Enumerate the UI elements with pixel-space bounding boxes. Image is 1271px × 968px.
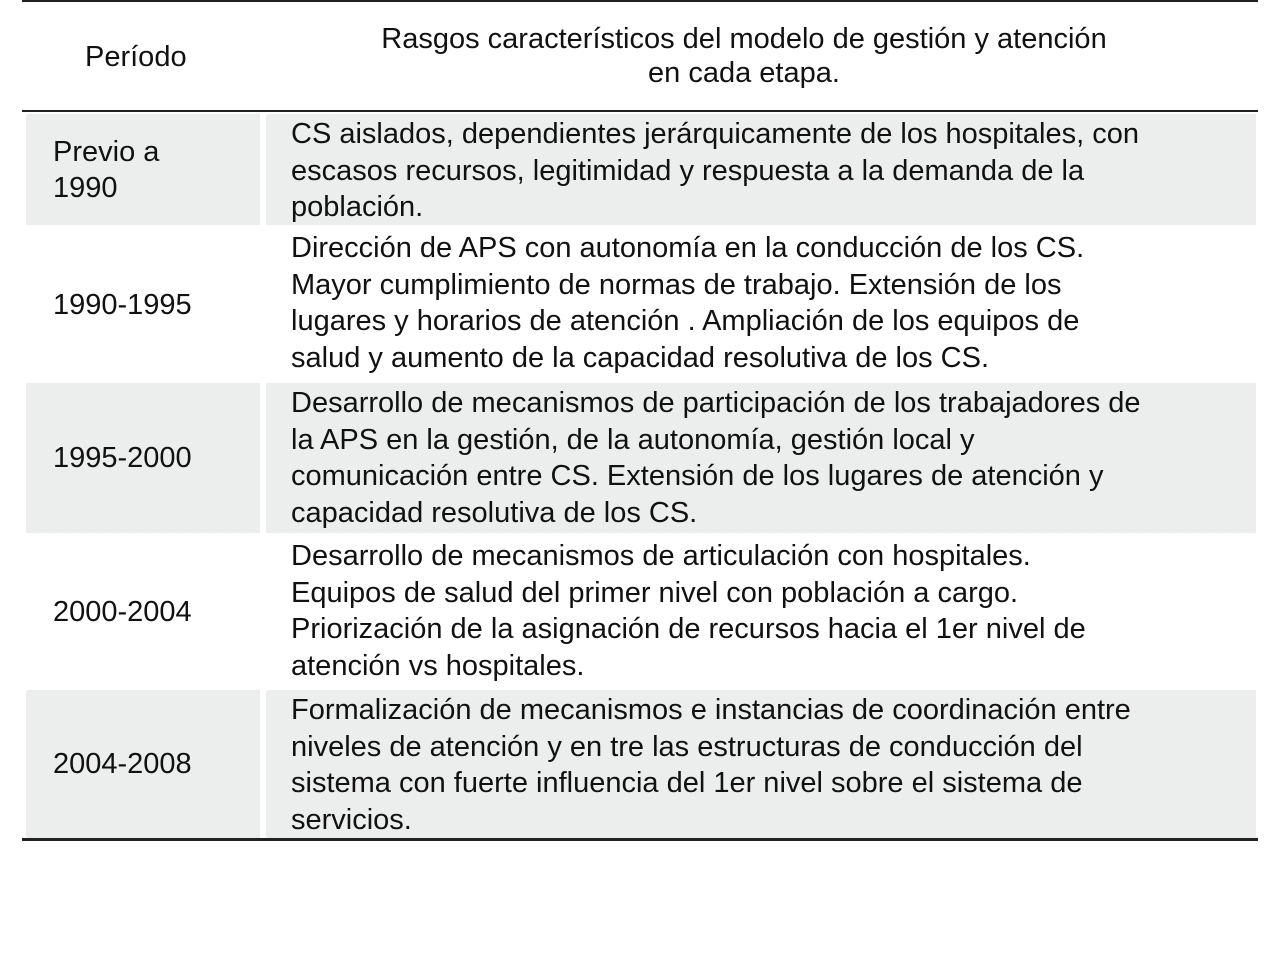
table-row — [26, 690, 1256, 838]
header-period: Período — [85, 41, 187, 73]
table-row — [26, 228, 1256, 381]
period-label: 2004-2008 — [53, 748, 192, 780]
table-row — [26, 536, 1256, 688]
traits-text: Formalización de mecanismos e instancias de coordinación entre niveles de atención y en tre las estructuras de conducción del sistema con fuerte influencia del 1er nivel sobre el sistema de servicios. — [291, 694, 1131, 836]
table-row — [26, 383, 1256, 533]
period-label: Previo a 1990 — [53, 135, 160, 204]
table-row — [26, 114, 1256, 225]
traits-cell — [266, 690, 1256, 838]
traits-cell — [266, 228, 1256, 381]
table-bottom-rule — [22, 838, 1258, 841]
header-rule — [22, 110, 1258, 112]
traits-text: Desarrollo de mecanismos de participación de los trabajadores de la APS en la gestión, de la autonomía, gestión local y comunicación entre CS. Extensión de los lugares de atención y capacidad resolutiva de los CS. — [291, 387, 1141, 529]
traits-cell — [266, 536, 1256, 688]
period-cell — [26, 228, 260, 381]
traits-text: CS aislados, dependientes jerárquicamente de los hospitales, con escasos recursos, legitimidad y respuesta a la demanda de la población. — [291, 118, 1139, 223]
period-label: 1990-1995 — [53, 288, 192, 321]
period-label: 2000-2004 — [53, 596, 192, 628]
traits-text: Desarrollo de mecanismos de articulación con hospitales. Equipos de salud del primer nivel con población a cargo. Priorización de la asignación de recursos hacia el 1er nivel de atención vs hospitales. — [291, 540, 1086, 682]
period-cell — [26, 690, 260, 838]
table-header — [22, 2, 1258, 111]
traits-text: Dirección de APS con autonomía en la conducción de los CS. Mayor cumplimiento de normas de trabajo. Extensión de los lugares y horarios de atención . Ampliación de los equipos de salud y aumento de la capacidad resolutiva de los CS. — [291, 232, 1085, 374]
period-cell — [26, 114, 260, 225]
period-cell — [26, 383, 260, 533]
traits-cell — [266, 383, 1256, 533]
period-label: 1995-2000 — [53, 442, 192, 474]
traits-cell — [266, 114, 1256, 225]
period-cell — [26, 536, 260, 688]
header-traits: Rasgos característicos del modelo de gestión y atención en cada etapa. — [381, 23, 1107, 89]
